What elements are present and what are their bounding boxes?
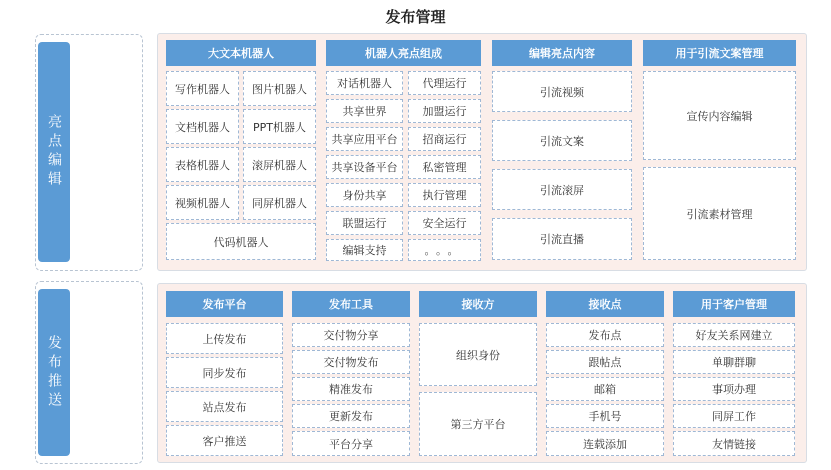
robot-cell: 图片机器人 bbox=[243, 71, 316, 106]
section-publish-push-label: 发布推送 bbox=[38, 289, 70, 456]
robot-cell: 表格机器人 bbox=[166, 147, 239, 182]
col-header-traffic-copy-mgmt: 用于引流文案管理 bbox=[643, 40, 796, 66]
receive-point-cell: 邮箱 bbox=[546, 377, 664, 401]
tool-cell: 精准发布 bbox=[292, 377, 410, 401]
highlight-cell: 招商运行 bbox=[408, 127, 481, 151]
section-highlight-edit-label: 亮点编辑 bbox=[38, 42, 70, 262]
robot-cell: 写作机器人 bbox=[166, 71, 239, 106]
receive-point-cell: 发布点 bbox=[546, 323, 664, 347]
col-header-publish-platform: 发布平台 bbox=[166, 291, 283, 317]
highlight-cell: 联盟运行 bbox=[326, 211, 403, 235]
highlight-cell: 代理运行 bbox=[408, 71, 481, 95]
highlight-cell: 加盟运行 bbox=[408, 99, 481, 123]
col-header-edit-highlight-content: 编辑亮点内容 bbox=[492, 40, 632, 66]
receive-point-cell: 跟帖点 bbox=[546, 350, 664, 374]
receive-point-cell: 手机号 bbox=[546, 404, 664, 428]
receiver-cell: 第三方平台 bbox=[419, 392, 537, 456]
platform-cell: 站点发布 bbox=[166, 391, 283, 422]
robot-cell: 滚屏机器人 bbox=[243, 147, 316, 182]
receiver-cell: 组织身份 bbox=[419, 323, 537, 386]
robot-cell: 同屏机器人 bbox=[243, 185, 316, 220]
highlight-cell: 共享设备平台 bbox=[326, 155, 403, 179]
highlight-cell: 对话机器人 bbox=[326, 71, 403, 95]
customer-mgmt-cell: 事项办理 bbox=[673, 377, 795, 401]
highlight-cell: 身份共享 bbox=[326, 183, 403, 207]
tool-cell: 平台分享 bbox=[292, 431, 410, 456]
col-header-robot-highlights: 机器人亮点组成 bbox=[326, 40, 481, 66]
copy-mgmt-cell: 宣传内容编辑 bbox=[643, 71, 796, 160]
col-header-customer-mgmt: 用于客户管理 bbox=[673, 291, 795, 317]
col-header-receive-point: 接收点 bbox=[546, 291, 664, 317]
highlight-cell: 安全运行 bbox=[408, 211, 481, 235]
highlight-cell: 。。。 bbox=[408, 239, 481, 261]
highlight-cell: 共享世界 bbox=[326, 99, 403, 123]
highlight-cell: 私密管理 bbox=[408, 155, 481, 179]
platform-cell: 客户推送 bbox=[166, 425, 283, 456]
customer-mgmt-cell: 好友关系网建立 bbox=[673, 323, 795, 347]
col-header-receiver: 接收方 bbox=[419, 291, 537, 317]
tool-cell: 交付物发布 bbox=[292, 350, 410, 374]
customer-mgmt-cell: 友情链接 bbox=[673, 431, 795, 456]
highlight-cell: 共享应用平台 bbox=[326, 127, 403, 151]
robot-cell: 文档机器人 bbox=[166, 109, 239, 144]
highlight-cell: 编辑支持 bbox=[326, 239, 403, 261]
platform-cell: 同步发布 bbox=[166, 357, 283, 388]
receive-point-cell: 连载添加 bbox=[546, 431, 664, 456]
col-header-text-robot: 大文本机器人 bbox=[166, 40, 316, 66]
tool-cell: 交付物分享 bbox=[292, 323, 410, 347]
tool-cell: 更新发布 bbox=[292, 404, 410, 428]
col-header-publish-tools: 发布工具 bbox=[292, 291, 410, 317]
page-title: 发布管理 bbox=[385, 8, 446, 26]
content-cell: 引流滚屏 bbox=[492, 169, 632, 210]
robot-cell: 代码机器人 bbox=[166, 223, 316, 260]
content-cell: 引流直播 bbox=[492, 218, 632, 260]
content-cell: 引流文案 bbox=[492, 120, 632, 161]
content-cell: 引流视频 bbox=[492, 71, 632, 112]
robot-cell: PPT机器人 bbox=[243, 109, 316, 144]
highlight-cell: 执行管理 bbox=[408, 183, 481, 207]
platform-cell: 上传发布 bbox=[166, 323, 283, 354]
copy-mgmt-cell: 引流素材管理 bbox=[643, 167, 796, 260]
customer-mgmt-cell: 单聊群聊 bbox=[673, 350, 795, 374]
customer-mgmt-cell: 同屏工作 bbox=[673, 404, 795, 428]
robot-cell: 视频机器人 bbox=[166, 185, 239, 220]
